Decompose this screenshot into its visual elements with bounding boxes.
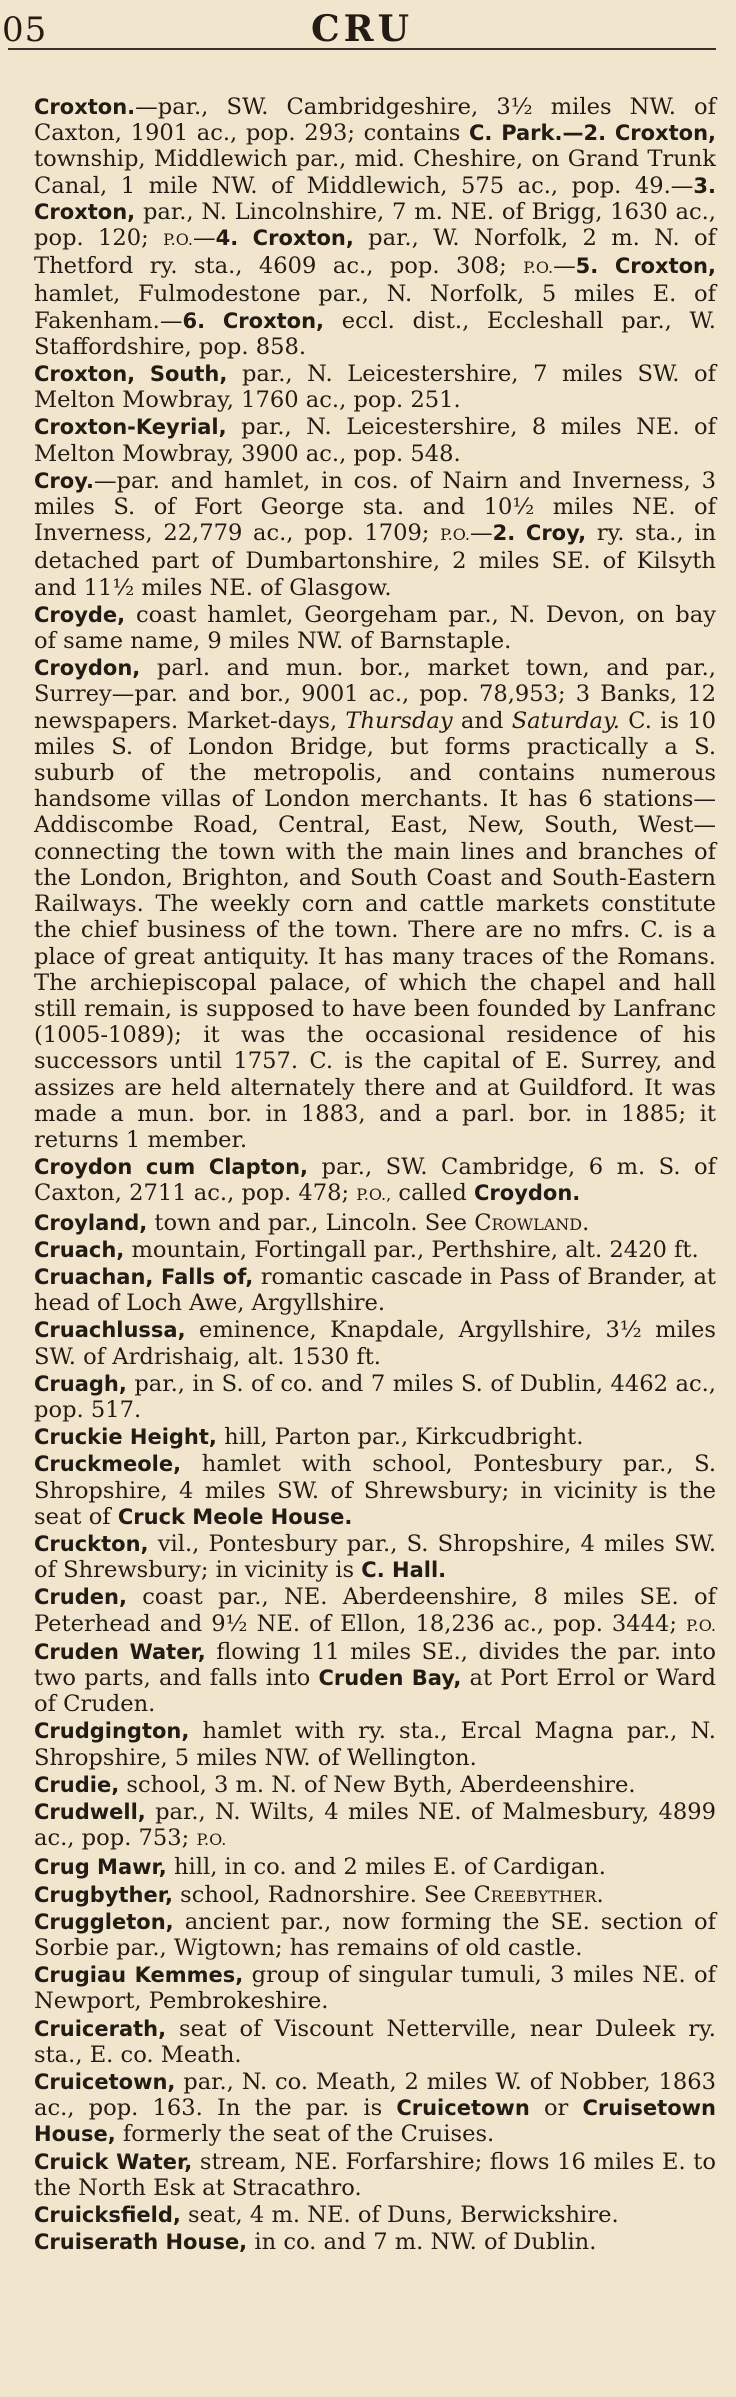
post-office-abbrev: P.O., xyxy=(356,1185,392,1205)
headword: C. Hall. xyxy=(361,1558,447,1583)
gazetteer-entry xyxy=(34,361,716,413)
entry-text: hamlet with school, Pontesbury par., S. Shropshire, 4 miles SW. of Shrewsbury; in vicinity is the seat of xyxy=(34,1451,716,1530)
entry-text: par., N. Leicestershire, 7 miles SW. of Melton Mowbray, 1760 ac., pop. 251. xyxy=(34,361,716,414)
gazetteer-entry xyxy=(34,1210,716,1236)
headword: Croxton-Keyrial, xyxy=(34,415,227,440)
headword: Cruck Meole House. xyxy=(117,1504,353,1529)
entry-text: eccl. dist., Eccleshall par., W. Staffordshire, pop. 858. xyxy=(34,307,716,360)
page-number: 05 xyxy=(2,10,48,50)
entry-text: in co. and 7 m. NW. of Dublin. xyxy=(247,2229,597,2256)
entry-text: mountain, Fortingall par., Perthshire, alt. 2420 ft. xyxy=(124,1236,699,1263)
entry-text: par., N. co. Meath, 2 miles W. of Nobber, 1863 ac., pop. 163. In the par. is xyxy=(34,2069,716,2122)
entry-text: ancient par., now forming the SE. section of Sorbie par., Wigtown; has remains of old castle. xyxy=(34,1908,716,1962)
entry-text: par., in S. of co. and 7 miles S. of Dublin, 4462 ac., pop. 517. xyxy=(34,1370,716,1423)
headword: Cruggleton, xyxy=(34,1909,174,1934)
entry-text: — xyxy=(553,253,576,280)
entry-text: town and par., Lincoln. See xyxy=(147,1209,475,1236)
entry-text: stream, NE. Forfarshire; flows 16 miles E. to the North Esk at Stracathro. xyxy=(34,2148,716,2201)
page-header xyxy=(2,0,716,50)
headword: Cruckie Height, xyxy=(34,1425,217,1450)
headword: Croxton. xyxy=(34,95,136,119)
entry-text: school, Radnorshire. See xyxy=(172,1881,474,1908)
entry-text: par., N. Wilts, 4 miles NE. of Malmesbury, 4899 ac., pop. 753; xyxy=(34,1799,716,1852)
gazetteer-entry xyxy=(34,1317,716,1369)
post-office-abbrev: P.O. xyxy=(440,525,470,545)
headword: 5. Croxton, xyxy=(575,254,716,279)
running-head: CRU xyxy=(311,8,413,50)
headword: Cruicerath, xyxy=(34,2016,167,2041)
entry-text: formerly the seat of the Cruises. xyxy=(115,2121,495,2148)
entry-text: hill, Parton par., Kirkcudbright. xyxy=(216,1424,584,1451)
headword: Cruicksfield, xyxy=(34,2203,181,2228)
headword: Cruach, xyxy=(34,1237,125,1262)
headword: 2. Croy, xyxy=(492,521,587,546)
headword: Croydon, xyxy=(34,656,141,681)
headword: Cruick Water, xyxy=(34,2149,193,2174)
gazetteer-entry xyxy=(34,2016,716,2068)
headword: 6. Croxton, xyxy=(182,308,325,333)
headword: Crudgington, xyxy=(34,1719,190,1744)
gazetteer-entry xyxy=(34,1424,716,1450)
gazetteer-entry xyxy=(34,1909,716,1961)
entry-text: par., W. Norfolk, 2 m. N. of Thetford ry. sta., 4609 ac., pop. 308; xyxy=(34,225,716,280)
headword: Croxton, South, xyxy=(34,362,228,387)
entry-text: parl. and mun. bor., market town, and par., Surrey—par. and bor., 9001 ac., pop. 78,953; 3 Banks, 12 newspapers. Market-days, xyxy=(34,655,716,734)
entry-text: par., N. Leicestershire, 8 miles NE. of Melton Mowbray, 3900 ac., pop. 548. xyxy=(34,414,716,467)
gazetteer-entry xyxy=(34,1451,716,1530)
gazetteer-entry xyxy=(34,94,716,360)
headword: Cruden, xyxy=(34,1585,127,1610)
italic-text: Saturday. xyxy=(511,707,620,734)
entry-text: hamlet, Fulmodestone par., N. Norfolk, 5 miles E. of Fakenham.— xyxy=(34,281,716,334)
italic-text: Thursday xyxy=(345,707,453,734)
headword: Croyland, xyxy=(34,1210,148,1235)
gazetteer-entry xyxy=(34,2229,716,2255)
gazetteer-entry xyxy=(34,1854,716,1880)
headword: 3. Croxton, xyxy=(34,173,716,224)
entry-text: par., N. Lincolnshire, 7 m. NE. of Brigg, 1630 ac., pop. 120; xyxy=(34,198,716,252)
gazetteer-entry xyxy=(34,1799,716,1853)
entry-list xyxy=(8,94,716,2255)
headword: Cruachlussa, xyxy=(34,1318,186,1343)
entry-text: flowing 11 miles SE., divides the par. into two parts, and falls into xyxy=(34,1638,716,1691)
headword: Crugbyther, xyxy=(34,1882,173,1907)
post-office-abbrev: P.O. xyxy=(196,1830,227,1850)
entry-text: vil., Pontesbury par., S. Shropshire, 4 miles SW. of Shrewsbury; in vicinity is xyxy=(34,1530,716,1584)
entry-text: township, Middlewich par., mid. Cheshire, on Grand Trunk Canal, 1 mile NW. of Middlewich, 575 ac., pop. 49.— xyxy=(34,146,716,199)
headword: C. Park.—2. Croxton, xyxy=(469,121,716,146)
headword: Cruckton, xyxy=(34,1531,149,1556)
gazetteer-entry xyxy=(34,602,716,654)
headword: Crudie, xyxy=(34,1772,120,1797)
entry-text: hill, in co. and 2 miles E. of Cardigan. xyxy=(166,1854,606,1881)
headword: 4. Croxton, xyxy=(215,226,354,251)
gazetteer-entry xyxy=(34,1718,716,1770)
headword: Croy. xyxy=(34,468,94,493)
cross-reference: Creebyther. xyxy=(473,1881,604,1908)
entry-text: —par. and hamlet, in cos. of Nairn and Inverness, 3 miles S. of Fort George sta. and 10½ miles NE. of Inverness, 22,779 ac., pop. 1709; xyxy=(34,467,716,547)
post-office-abbrev: P.O. xyxy=(163,230,194,250)
post-office-abbrev: P.O. xyxy=(686,1615,716,1635)
entry-text: group of singular tumuli, 3 miles NE. of Newport, Pembrokeshire. xyxy=(34,1962,716,2015)
entry-text: — xyxy=(469,520,493,547)
gazetteer-entry xyxy=(34,1882,716,1908)
entry-text: seat of Viscount Netterville, near Duleek ry. sta., E. co. Meath. xyxy=(34,2015,716,2068)
entry-text: or xyxy=(529,2095,583,2122)
entry-text: called xyxy=(391,1180,475,1207)
headword: Crug Mawr, xyxy=(34,1855,167,1880)
headword: Crudwell, xyxy=(34,1800,146,1824)
entry-text: C. is 10 miles S. of London Bridge, but forms practically a S. suburb of the metropolis, and contains numerous handsome villas of London merchants. It has 6 stations—Addiscombe Road, Central, East, New, South, West—connecting the town with the main lines and branches of the London, Brighton, and South Coast and South-Eastern Railways. The weekly corn and cattle markets constitute the chief business of the town. There are no mfrs. C. is a place of great antiquity. It has many traces of the Romans. The archiepiscopal palace, of which the chapel and hall still remain, is supposed to have been founded by Lanfranc (1005-1089); it was the occasional residence of his successors until 1757. C. is the capital of E. Surrey, and assizes are held alternately there and at Guildford. It was made a mun. bor. in 1883, and a parl. bor. in 1885; it returns 1 member. xyxy=(34,707,716,1153)
gazetteer-entry xyxy=(34,1264,716,1316)
headword: Croyde, xyxy=(34,602,126,627)
entry-text: hamlet with ry. sta., Ercal Magna par., N. Shropshire, 5 miles NW. of Wellington. xyxy=(34,1718,716,1771)
gazetteer-entry xyxy=(34,2149,716,2201)
gazetteer-entry xyxy=(34,468,716,601)
headword: Croydon cum Clapton, xyxy=(34,1155,309,1180)
headword: Cruden Bay, xyxy=(318,1665,462,1690)
gazetteer-entry xyxy=(34,1237,716,1263)
post-office-abbrev: P.O. xyxy=(523,258,554,278)
entry-text: eminence, Knapdale, Argyllshire, 3½ miles SW. of Ardrishaig, alt. 1530 ft. xyxy=(34,1317,716,1370)
entry-text: seat, 4 m. NE. of Duns, Berwickshire. xyxy=(180,2202,619,2229)
headword: Cruicetown xyxy=(396,2096,530,2121)
entry-text: — xyxy=(193,225,216,252)
gazetteer-entry xyxy=(34,655,716,1153)
gazetteer-entry xyxy=(34,1772,716,1798)
entry-text: school, 3 m. N. of New Byth, Aberdeenshire. xyxy=(119,1771,636,1798)
entry-text: —par., SW. Cambridgeshire, 3½ miles NW. of Caxton, 1901 ac., pop. 293; contains xyxy=(34,94,716,147)
headword: Crugiau Kemmes, xyxy=(34,1963,244,1988)
gazetteer-entry xyxy=(34,2202,716,2228)
gazetteer-entry xyxy=(34,1154,716,1208)
gazetteer-entry xyxy=(34,2069,716,2148)
gazetteer-entry xyxy=(34,414,716,466)
headword: Cruckmeole, xyxy=(34,1452,182,1477)
entry-text: ry. sta., in detached part of Dumbartonshire, 2 miles SE. of Kilsyth and 11½ miles NE. of Glasgow. xyxy=(34,520,716,601)
gazetteer-entry xyxy=(34,1371,716,1423)
entry-text: coast hamlet, Georgeham par., N. Devon, on bay of same name, 9 miles NW. of Barnstaple. xyxy=(34,601,716,655)
entry-text: romantic cascade in Pass of Brander, at head of Loch Awe, Argyllshire. xyxy=(34,1263,716,1317)
headword: Cruden Water, xyxy=(34,1639,206,1664)
headword: Cruagh, xyxy=(34,1371,127,1396)
entry-text: coast par., NE. Aberdeenshire, 8 miles SE. of Peterhead and 9½ NE. of Ellon, 18,236 ac., pop. 3444; xyxy=(34,1584,716,1637)
headword: Cruisetown House, xyxy=(34,2096,716,2147)
entry-text: par., SW. Cambridge, 6 m. S. of Caxton, 2711 ac., pop. 478; xyxy=(34,1154,716,1207)
gazetteer-entry xyxy=(34,1584,716,1717)
gazetteer-entry xyxy=(34,1531,716,1583)
entry-text: and xyxy=(452,707,512,734)
headword: Cruachan, Falls of, xyxy=(34,1264,254,1289)
headword: Cruicetown, xyxy=(34,2070,176,2095)
cross-reference: Crowland. xyxy=(474,1209,590,1236)
gazetteer-entry xyxy=(34,1962,716,2014)
headword: Croydon. xyxy=(474,1181,581,1206)
headword: Cruiserath House, xyxy=(34,2230,248,2255)
entry-text: at Port Errol or Ward of Cruden. xyxy=(34,1664,716,1718)
